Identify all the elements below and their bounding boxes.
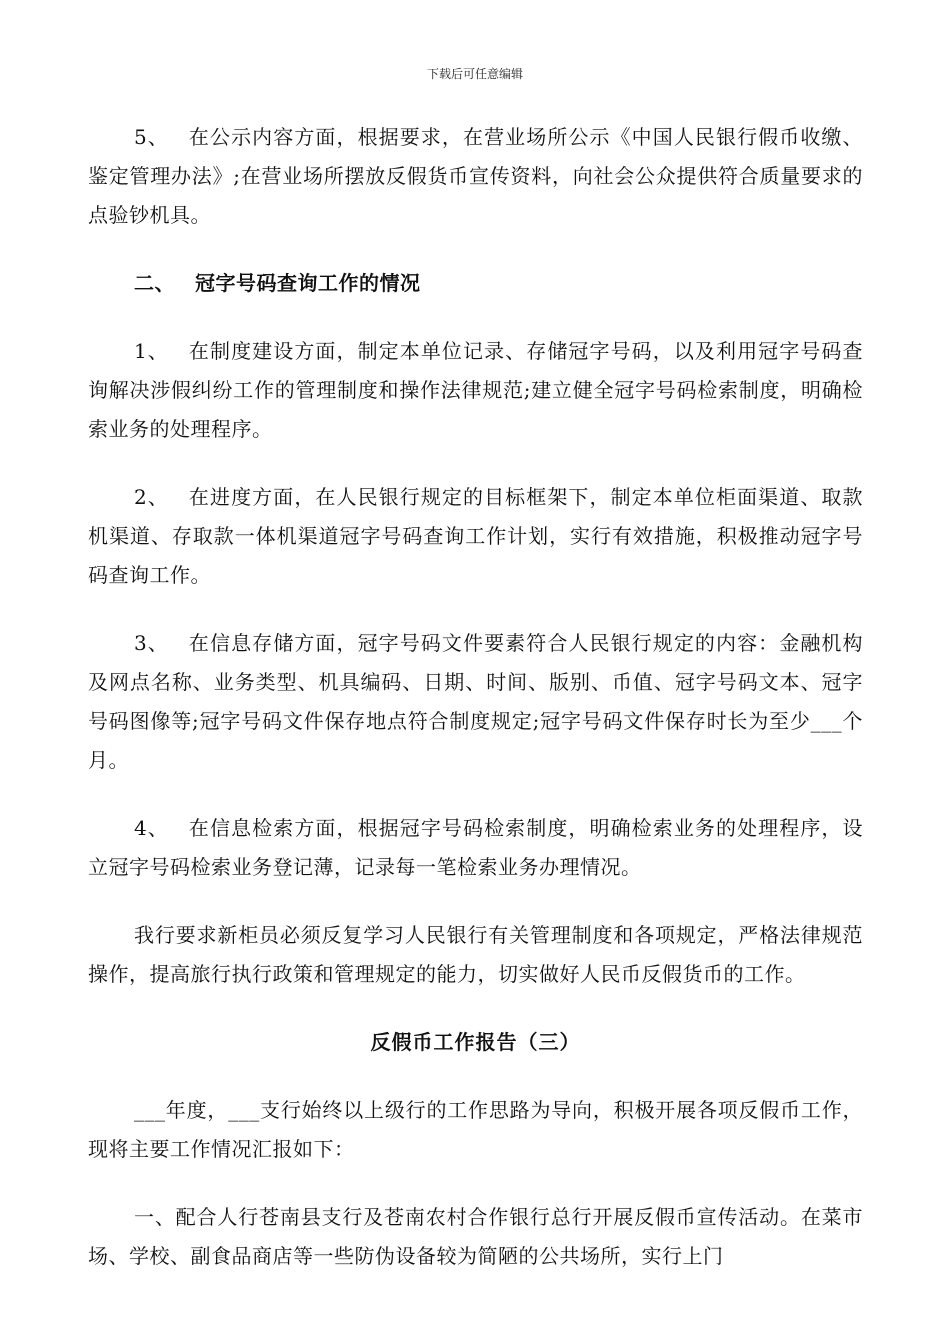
intro-paragraph: ___年度，___支行始终以上级行的工作思路为导向，积极开展各项反假币工作，现将主要工作情况汇报如下： — [88, 1098, 863, 1161]
section-number: 二、 — [134, 271, 175, 295]
section2-paragraph-2 — [88, 478, 863, 595]
section-heading-2 — [88, 264, 863, 303]
paragraph-text: 在信息检索方面，根据冠字号码检索制度，明确检索业务的处理程序，设立冠字号码检索业务登记薄，记录每一笔检索业务办理情况。 — [88, 816, 864, 879]
paragraph-number: 5、 — [134, 125, 169, 149]
section-title: 冠字号码查询工作的情况 — [195, 271, 421, 295]
paragraph-5 — [88, 118, 863, 235]
page-header-note: 下载后可任意编辑 — [426, 67, 523, 81]
document-body — [88, 118, 863, 1305]
paragraph-text: 在进度方面，在人民银行规定的目标框架下，制定本单位柜面渠道、取款机渠道、存取款一体机渠道冠字号码查询工作计划，实行有效措施，积极推动冠字号码查询工作。 — [88, 485, 864, 587]
paragraph-number: 4、 — [134, 816, 169, 840]
report-title: 反假币工作报告（三） — [370, 1030, 581, 1054]
section2-paragraph-3 — [88, 624, 863, 780]
paragraph-number: 1、 — [134, 339, 169, 363]
section2-paragraph-4 — [88, 809, 863, 887]
item-1-paragraph: 一、配合人行苍南县支行及苍南农村合作银行总行开展反假币宣传活动。在菜市场、学校、副食品商店等一些防伪设备较为简陋的公共场所，实行上门 — [88, 1205, 863, 1268]
section2-paragraph-1 — [88, 332, 863, 449]
paragraph-text: 在公示内容方面，根据要求，在营业场所公示《中国人民银行假币收缴、鉴定管理办法》;在营业场所摆放反假货币宣传资料，向社会公众提供符合质量要求的点验钞机具。 — [88, 125, 864, 227]
paragraph-text: 在信息存储方面，冠字号码文件要素符合人民银行规定的内容：金融机构及网点名称、业务类型、机具编码、日期、时间、版别、币值、冠字号码文本、冠字号码图像等;冠字号码文件保存地点符合制度规定;冠字号码文件保存时长为至少___个月。 — [88, 631, 864, 772]
paragraph-number: 2、 — [134, 485, 169, 509]
closing-paragraph: 我行要求新柜员必须反复学习人民银行有关管理制度和各项规定，严格法律规范操作，提高旅行执行政策和管理规定的能力，切实做好人民币反假货币的工作。 — [88, 923, 863, 986]
paragraph-text: 在制度建设方面，制定本单位记录、存储冠字号码，以及利用冠字号码查询解决涉假纠纷工作的管理制度和操作法律规范;建立健全冠字号码检索制度，明确检索业务的处理程序。 — [88, 339, 864, 441]
paragraph-number: 3、 — [134, 631, 169, 655]
